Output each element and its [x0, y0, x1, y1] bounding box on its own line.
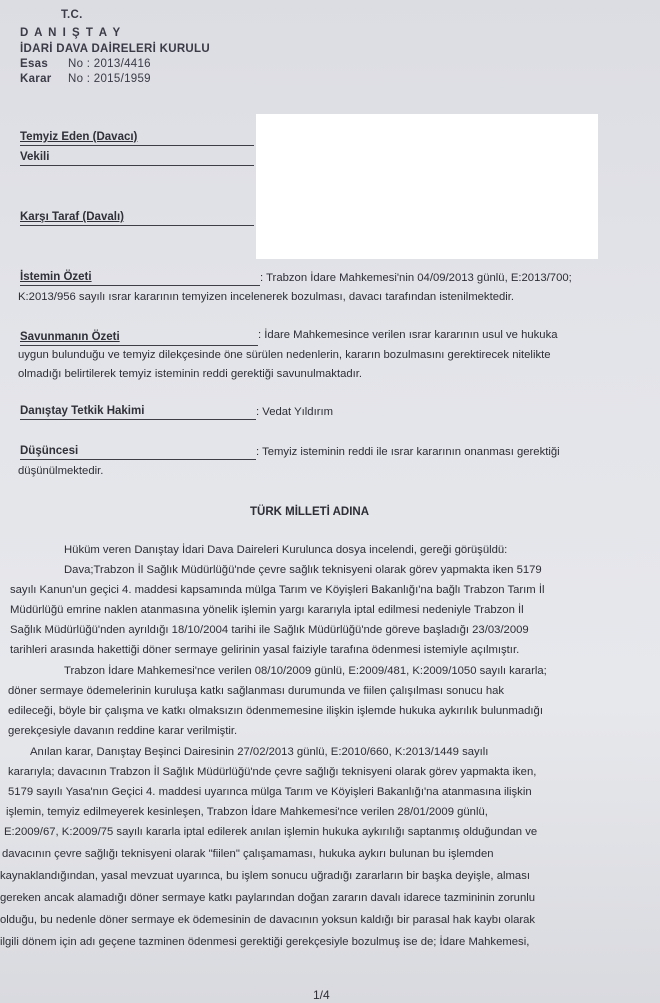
body-line-9: edileceği, böyle bir çalışma ve katkı olmaksızın ödenmemesine ilişkin işlemde hukuka aykırılık bulunmadığı — [8, 705, 543, 717]
body-line-3: sayılı Kanun'un geçici 4. maddesi kapsamında mülga Tarım ve Köyişleri Bakanlığı'na bağlı Trabzon Tarım İl — [10, 584, 545, 596]
redaction-box — [256, 114, 598, 259]
judge-name: : Vedat Yıldırım — [256, 406, 334, 418]
respondent-label: Karşı Taraf (Davalı) — [20, 211, 124, 223]
header-board: İDARİ DAVA DAİRELERİ KURULU — [20, 43, 210, 55]
defense-label: Savunmanın Özeti — [20, 331, 120, 343]
body-line-17: kaynaklandığından, yasal mevzuat uyarınca, bu işlem sonucu uğradığı zararların bir başka deyişle, alması — [0, 870, 530, 882]
attorney-rule — [20, 165, 254, 166]
defense-line3: olmadığı belirtilerek temyiz isteminin reddi gerektiği savunulmaktadır. — [18, 368, 363, 380]
opinion-line2: düşünülmektedir. — [18, 465, 104, 477]
defense-rule — [20, 345, 258, 346]
appellant-rule — [20, 145, 254, 146]
body-line-10: gerekçesiyle davanın reddine karar verilmiştir. — [8, 725, 238, 737]
defense-line2: uygun bulunduğu ve temyiz dilekçesinde öne sürülen nedenlerin, kararın bozulmasını gerektirecek nitelikte — [18, 349, 551, 361]
body-line-8: döner sermaye ödemelerinin kuruluşa katkı sağlanması durumunda ve fiilen çalışılması sonucu hak — [8, 685, 505, 697]
body-line-2: Dava;Trabzon İl Sağlık Müdürlüğü'nde çevre sağlık teknisyeni olarak görev yapmakta iken 5179 — [64, 564, 542, 576]
body-line-15: E:2009/67, K:2009/75 sayılı kararla iptal edilerek anılan işlemin hukuka aykırılığı saptanmış olduğundan ve — [4, 826, 538, 838]
esas-label: Esas — [20, 58, 49, 70]
karar-label: Karar — [20, 73, 52, 85]
opinion-label: Düşüncesi — [20, 445, 79, 457]
body-line-14: işlemin, temyiz edilmeyerek kesinleşen, Trabzon İdare Mahkemesi'nce verilen 28/01/2009 günlü, — [6, 806, 488, 818]
summary-line2: K:2013/956 sayılı ısrar kararının temyizen incelenerek bozulması, davacı tarafından istenilmektedir. — [18, 291, 515, 303]
document-title: TÜRK MİLLETİ ADINA — [250, 506, 370, 518]
opinion-line1: : Temyiz isteminin reddi ile ısrar kararının onanması gerektiği — [256, 446, 560, 458]
body-line-16: davacının çevre sağlığı teknisyeni olarak "fiilen" çalışamaması, hukuka aykırı bulunan bu işlemden — [2, 848, 494, 860]
body-line-11: Anılan karar, Danıştay Beşinci Dairesinin 27/02/2013 günlü, E:2010/660, K:2013/1449 sayılı — [30, 746, 489, 758]
summary-rule — [20, 285, 260, 286]
body-line-6: tarihleri arasında hakettiği döner sermaye gelirinin yasal faiziyle tarafına ödenmesi istemiyle açılmıştır. — [10, 644, 520, 656]
body-line-12: kararıyla; davacının Trabzon İl Sağlık Müdürlüğü'nde çevre sağlığı teknisyeni olarak görev yapmakta iken, — [8, 766, 537, 778]
body-line-13: 5179 sayılı Yasa'nın Geçici 4. maddesi uyarınca mülga Tarım ve Köyişleri Bakanlığı'na atanmasına ilişkin — [8, 786, 532, 798]
karar-value: No : 2015/1959 — [68, 73, 151, 85]
header-court: D A N I Ş T A Y — [20, 27, 122, 39]
esas-value: No : 2013/4416 — [68, 58, 151, 70]
judge-label: Danıştay Tetkik Hakimi — [20, 405, 145, 417]
body-line-1: Hüküm veren Danıştay İdari Dava Daireleri Kurulunca dosya incelendi, gereği görüşüldü: — [64, 544, 508, 556]
body-line-7: Trabzon İdare Mahkemesi'nce verilen 08/10/2009 günlü, E:2009/481, K:2009/1050 sayılı kararla; — [64, 665, 547, 677]
body-line-4: Müdürlüğü emrine naklen atanmasına yönelik işlemin yargı kararıyla iptal edilmesi nedeniyle Trabzon İl — [10, 604, 524, 616]
appellant-label: Temyiz Eden (Davacı) — [20, 131, 138, 143]
attorney-label: Vekili — [20, 151, 50, 163]
respondent-rule — [20, 225, 254, 226]
body-line-19: olduğu, bu nedenle döner sermaye ek ödemesinin de davacının yoksun kaldığı bir parasal hak kaybı olarak — [0, 914, 536, 926]
body-line-18: gereken ancak alamadığı döner sermaye katkı paylarından doğan zararın davalı idarece tazmininin zorunlu — [0, 892, 536, 904]
header-tc: T.C. — [61, 9, 83, 21]
body-line-5: Sağlık Müdürlüğü'nden ayrıldığı 18/10/2004 tarihi ile Sağlık Müdürlüğü'nde göreve başladığı 23/03/2009 — [10, 624, 529, 636]
page-number: 1/4 — [313, 988, 330, 1002]
defense-line1: : İdare Mahkemesince verilen ısrar kararının usul ve hukuka — [258, 329, 558, 341]
opinion-rule — [20, 459, 256, 460]
summary-line1: : Trabzon İdare Mahkemesi'nin 04/09/2013 günlü, E:2013/700; — [260, 272, 572, 284]
judge-rule — [20, 419, 256, 420]
body-line-20: ilgili dönem için adı geçene tazminen ödenmesi gerektiği gerekçesiyle bozulmuş ise de; İdare Mahkemesi, — [0, 936, 530, 948]
summary-label: İstemin Özeti — [20, 271, 92, 283]
